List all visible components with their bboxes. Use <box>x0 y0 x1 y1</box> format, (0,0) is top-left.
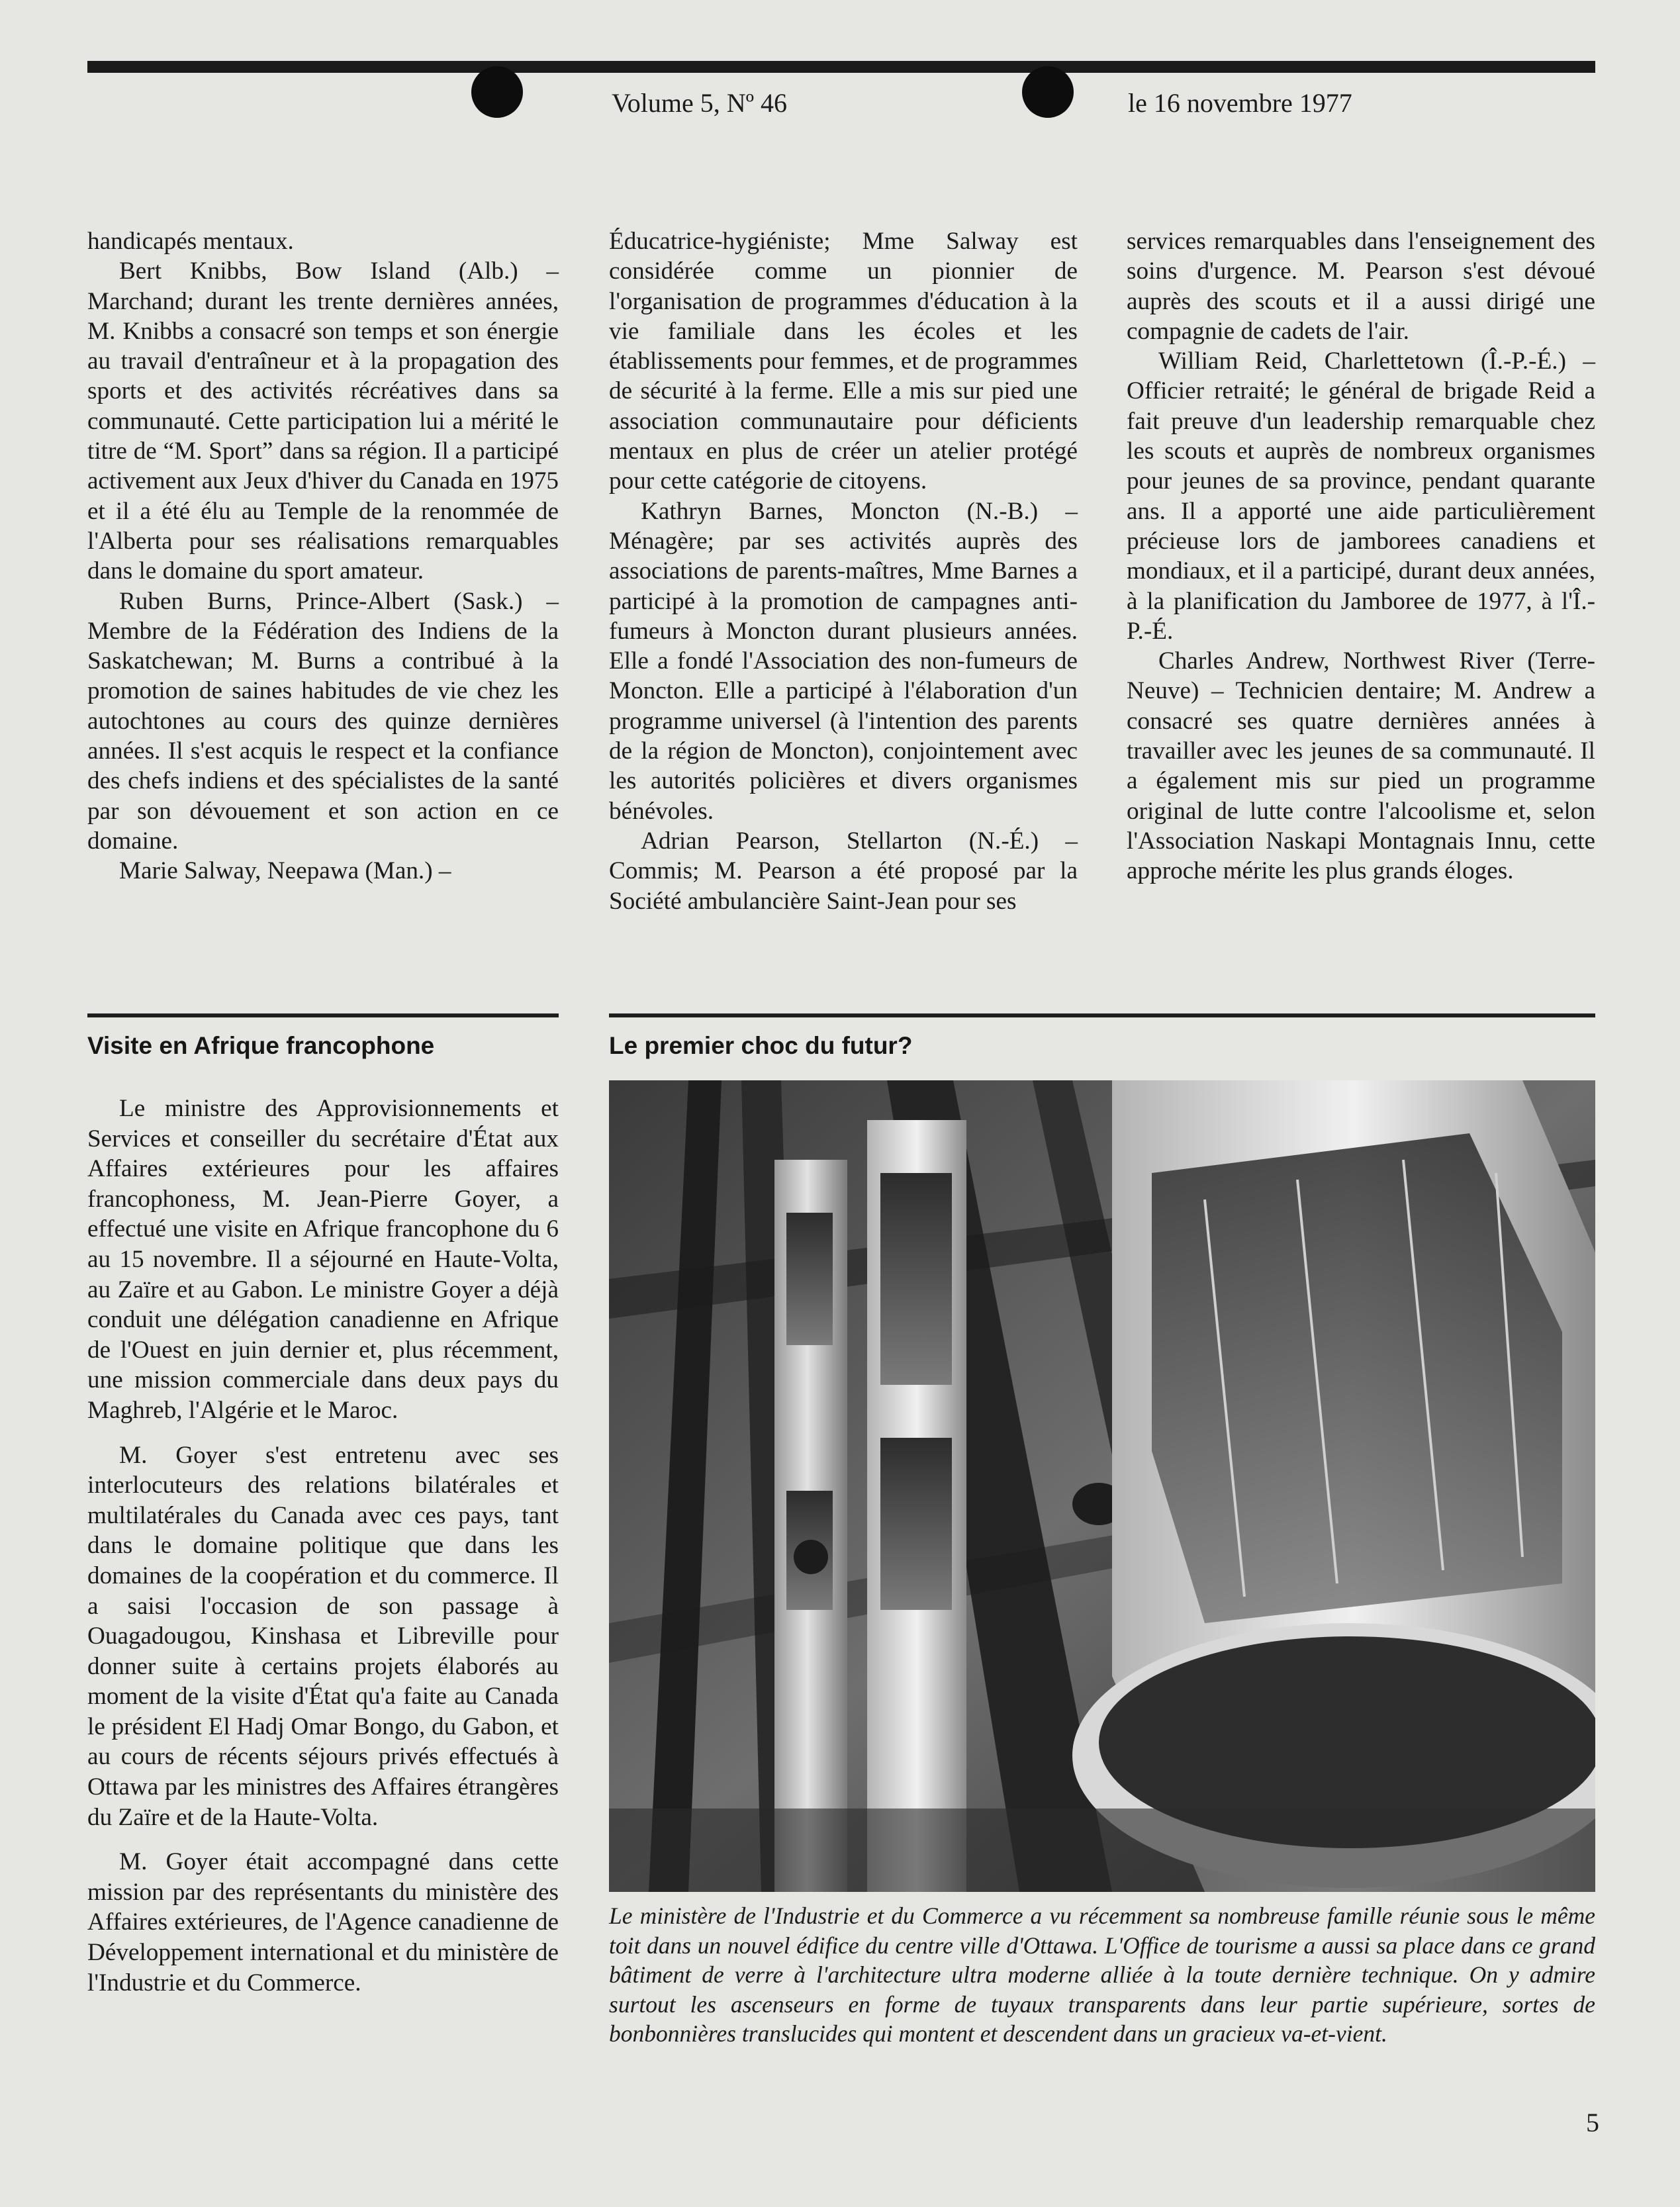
section-rule-right <box>609 1013 1595 1017</box>
section-heading-right: Le premier choc du futur? <box>609 1032 913 1059</box>
paragraph: Charles Andrew, Northwest River (Terre-Neuve) – Technicien dentaire; M. Andrew a consacré ses quatre dernières années à travailler avec les jeunes de sa communauté. Il a également mis sur pied un programme original de lutte contre l'alcoolisme et, selon l'Association Naskapi Montagnais Innu, cette approche mérite les plus grands éloges. <box>1127 647 1595 885</box>
punch-hole-left <box>471 66 523 118</box>
column-2 <box>609 226 1078 916</box>
header-rule <box>87 61 1595 73</box>
paragraph: M. Goyer s'est entretenu avec ses interlocuteurs des relations bilatérales et multilatérales du Canada avec ces pays, tant dans le domaine politique que dans les domaines de la coopération et du commerce. Il a saisi l'occasion de son passage à Ouagadougou, Kinshasa et Libreville pour donner suite à certains projets élaborés au moment de la visite d'État qu'a faite au Canada le président El Hadj Omar Bongo, du Gabon, et au cours de récents séjours privés effectués à Ottawa par les ministres des Affaires étrangères du Zaïre et de la Haute-Volta. <box>87 1441 559 1831</box>
paragraph: Ruben Burns, Prince-Albert (Sask.) – Membre de la Fédération des Indiens de la Saskatchewan; M. Burns a contribué à la promotion de saines habitudes de vie chez les autochtones au cours des quinze dernières années. Il s'est acquis le respect et la confiance des chefs indiens et des spécialistes de la santé par son dévouement et son action en ce domaine. <box>87 587 559 855</box>
paragraph: handicapés mentaux. <box>87 228 294 255</box>
elevator-photo <box>609 1080 1595 1892</box>
section-heading-left: Visite en Afrique francophone <box>87 1032 435 1059</box>
page-number: 5 <box>1586 2108 1599 2137</box>
photo-caption: Le ministère de l'Industrie et du Commerce a vu récemment sa nombreuse famille réunie sous le même toit dans un nouvel édifice du centre ville d'Ottawa. L'Office de tourisme a aussi sa place dans ce grand bâtiment de verre à l'architecture ultra moderne alliée à la toute dernière technique. On y admire surtout les ascenseurs en forme de tuyaux transparents dans leur partie supérieure, sortes de bonbonnières translucides qui montent et descendent dans un gracieux va-et-vient. <box>609 1902 1595 2047</box>
issue-date: le 16 novembre 1977 <box>1128 88 1352 118</box>
paragraph: Éducatrice-hygiéniste; Mme Salway est considérée comme un pionnier de l'organisation de programmes d'éducation à la vie familiale dans les écoles et les établissements pour femmes, et de programmes de sécurité à la ferme. Elle a mis sur pied une association communautaire pour déficients mentaux en plus de créer un atelier protégé pour cette catégorie de citoyens. <box>609 228 1078 495</box>
column-3 <box>1127 226 1595 886</box>
punch-hole-right <box>1022 66 1074 118</box>
paragraph: Adrian Pearson, Stellarton (N.-É.) – Commis; M. Pearson a été proposé par la Société ambulancière Saint-Jean pour ses <box>609 827 1078 915</box>
paragraph: services remarquables dans l'enseignement des soins d'urgence. M. Pearson s'est dévoué auprès des scouts et il a aussi dirigé une compagnie de cadets de l'air. <box>1127 228 1595 345</box>
section-rule-left <box>87 1013 559 1017</box>
column-1 <box>87 226 559 886</box>
paragraph: William Reid, Charlettetown (Î.-P.-É.) – Officier retraité; le général de brigade Reid a fait preuve d'un leadership remarquable chez les scouts et auprès de nombreux organismes pour jeunes de sa province, pendant quarante ans. Il a apporté une aide particulièrement précieuse lors de jamborees canadiens et mondiaux, et il a participé, durant deux années, à la planification du Jamboree de 1977, à l'Î.-P.-É. <box>1127 348 1595 645</box>
paragraph: Marie Salway, Neepawa (Man.) – <box>119 857 451 885</box>
elevator-photo-drawing <box>609 1080 1595 1892</box>
paragraph: Bert Knibbs, Bow Island (Alb.) – Marchand; durant les trente dernières années, M. Knibbs a consacré son temps et son énergie au travail d'entraîneur et à la propagation des sports et des activités récréatives dans sa communauté. Cette participation lui a mérité le titre de “M. Sport” dans sa région. Il a participé activement aux Jeux d'hiver du Canada en 1975 et il a été élu au Temple de la renommée de l'Alberta pour ses réalisations remarquables dans le domaine du sport amateur. <box>87 258 559 585</box>
issue-volume: Volume 5, Nº 46 <box>612 88 787 118</box>
article-afrique <box>87 1094 559 2012</box>
paragraph: Le ministre des Approvisionnements et Services et conseiller du secrétaire d'État aux Affaires extérieures pour les affaires francophoness, M. Jean-Pierre Goyer, a effectué une visite en Afrique francophone du 6 au 15 novembre. Il a séjourné en Haute-Volta, au Zaïre et au Gabon. Le ministre Goyer a déjà conduit une délégation canadienne en Afrique de l'Ouest en juin dernier et, plus récemment, une mission commerciale dans deux pays du Maghreb, l'Algérie et le Maroc. <box>87 1095 559 1424</box>
paragraph: M. Goyer était accompagné dans cette mission par des représentants du ministère des Affaires extérieures, de l'Agence canadienne de Développement international et du ministère de l'Industrie et du Commerce. <box>87 1848 559 1996</box>
paragraph: Kathryn Barnes, Moncton (N.-B.) – Ménagère; par ses activités auprès des associations de parents-maîtres, Mme Barnes a participé à la promotion de campagnes anti-fumeurs à Moncton durant plusieurs années. Elle a fondé l'Association des non-fumeurs de Moncton. Elle a participé à l'élaboration d'un programme universel (à l'intention des parents de la région de Moncton), conjointement avec les autorités policières et divers organismes bénévoles. <box>609 497 1078 825</box>
